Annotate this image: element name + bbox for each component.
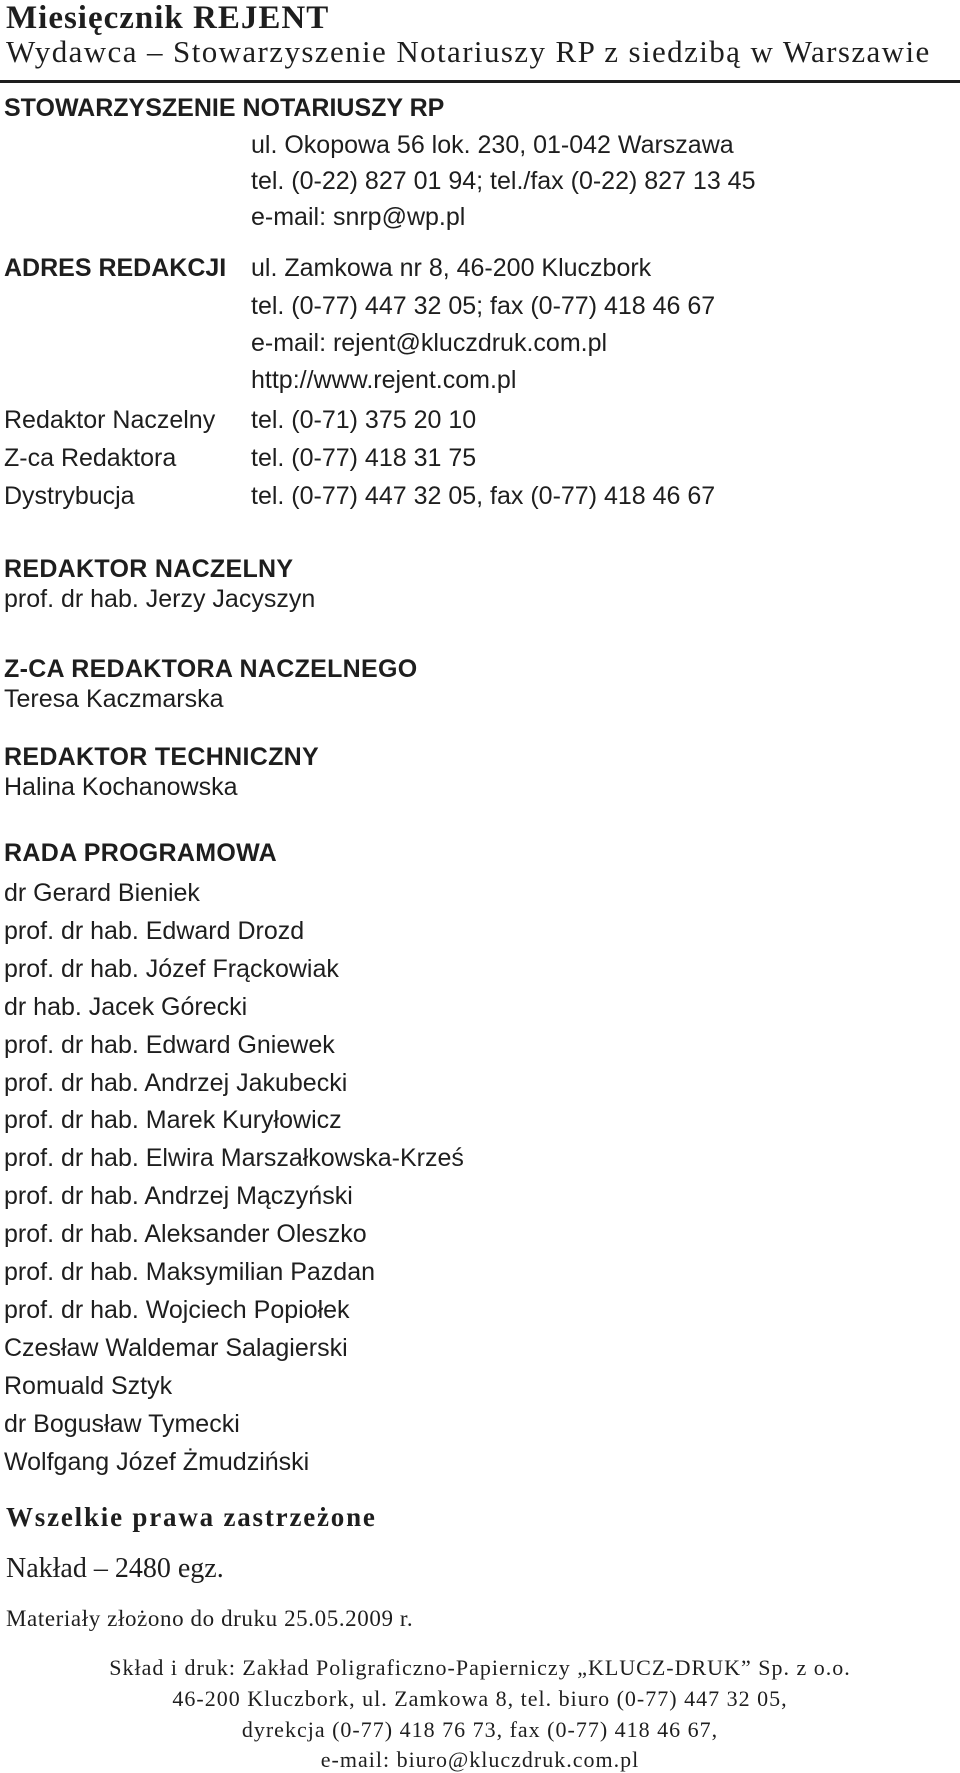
- technical-editor-name: Halina Kochanowska: [4, 773, 238, 801]
- contact-label: Redaktor Naczelny: [4, 406, 216, 434]
- programme-board-member: Czesław Waldemar Salagierski: [4, 1333, 348, 1362]
- programme-board-member: prof. dr hab. Aleksander Oleszko: [4, 1220, 367, 1249]
- deputy-editor-heading: Z-CA REDAKTORA NACZELNEGO: [4, 655, 418, 683]
- rights-notice: Wszelkie prawa zastrzeżone: [6, 1502, 377, 1532]
- programme-board-member: dr hab. Jacek Górecki: [4, 992, 248, 1021]
- editorial-address-email: e-mail: rejent@kluczdruk.com.pl: [251, 329, 608, 357]
- editorial-address-website: http://www.rejent.com.pl: [251, 366, 517, 394]
- association-email: e-mail: snrp@wp.pl: [251, 203, 466, 231]
- technical-editor-heading: REDAKTOR TECHNICZNY: [4, 743, 319, 771]
- deputy-editor-name: Teresa Kaczmarska: [4, 685, 224, 713]
- programme-board-member: prof. dr hab. Maksymilian Pazdan: [4, 1258, 376, 1286]
- association-address: ul. Okopowa 56 lok. 230, 01-042 Warszawa: [251, 131, 734, 159]
- programme-board-member: prof. dr hab. Józef Frąckowiak: [4, 954, 339, 983]
- printer-phones: dyrekcja (0-77) 418 76 73, fax (0-77) 418 46 67,: [241, 1717, 719, 1742]
- publisher-line: Wydawca – Stowarzyszenie Notariuszy RP z siedzibą w Warszawie: [6, 34, 931, 69]
- editor-in-chief-name: prof. dr hab. Jerzy Jacyszyn: [4, 585, 316, 613]
- magazine-title: Miesięcznik REJENT: [6, 0, 330, 36]
- editorial-address-phone: tel. (0-77) 447 32 05; fax (0-77) 418 46 67: [251, 292, 716, 320]
- editorial-address-label: ADRES REDAKCJI: [4, 254, 227, 282]
- association-phone: tel. (0-22) 827 01 94; tel./fax (0-22) 827 13 45: [251, 167, 756, 195]
- editor-in-chief-heading: REDAKTOR NACZELNY: [4, 555, 294, 583]
- print-date: Materiały złożono do druku 25.05.2009 r.: [6, 1606, 414, 1631]
- programme-board-member: dr Bogusław Tymecki: [4, 1409, 240, 1438]
- programme-board-member: Romuald Sztyk: [4, 1371, 173, 1400]
- programme-board-member: prof. dr hab. Edward Gniewek: [4, 1030, 335, 1059]
- programme-board-member: prof. dr hab. Elwira Marszałkowska-Krześ: [4, 1144, 464, 1173]
- programme-board-member: prof. dr hab. Andrzej Mączyński: [4, 1182, 353, 1211]
- association-name: STOWARZYSZENIE NOTARIUSZY RP: [4, 94, 445, 122]
- header-divider: [0, 80, 960, 83]
- programme-board-member: prof. dr hab. Wojciech Popiołek: [4, 1295, 350, 1324]
- programme-board-member: Wolfgang Józef Żmudziński: [4, 1447, 310, 1476]
- programme-board-member: dr Gerard Bieniek: [4, 879, 200, 907]
- programme-board-heading: RADA PROGRAMOWA: [4, 839, 278, 867]
- printer-address: 46-200 Kluczbork, ul. Zamkowa 8, tel. biuro (0-77) 447 32 05,: [172, 1686, 788, 1711]
- programme-board-member: prof. dr hab. Marek Kuryłowicz: [4, 1106, 342, 1135]
- printer-email: e-mail: biuro@kluczdruk.com.pl: [320, 1747, 640, 1772]
- editorial-address-street: ul. Zamkowa nr 8, 46-200 Kluczbork: [251, 254, 652, 282]
- programme-board-member: prof. dr hab. Edward Drozd: [4, 916, 305, 945]
- contact-value: tel. (0-77) 447 32 05, fax (0-77) 418 46 67: [251, 482, 716, 510]
- contact-label: Z-ca Redaktora: [4, 444, 177, 472]
- printer-line: Skład i druk: Zakład Poligraficzno-Papierniczy „KLUCZ-DRUK” Sp. z o.o.: [109, 1655, 851, 1680]
- programme-board-member: prof. dr hab. Andrzej Jakubecki: [4, 1068, 348, 1097]
- contact-value: tel. (0-71) 375 20 10: [251, 406, 477, 434]
- contact-label: Dystrybucja: [4, 482, 135, 510]
- contact-value: tel. (0-77) 418 31 75: [251, 444, 477, 472]
- circulation: Nakład – 2480 egz.: [6, 1553, 224, 1584]
